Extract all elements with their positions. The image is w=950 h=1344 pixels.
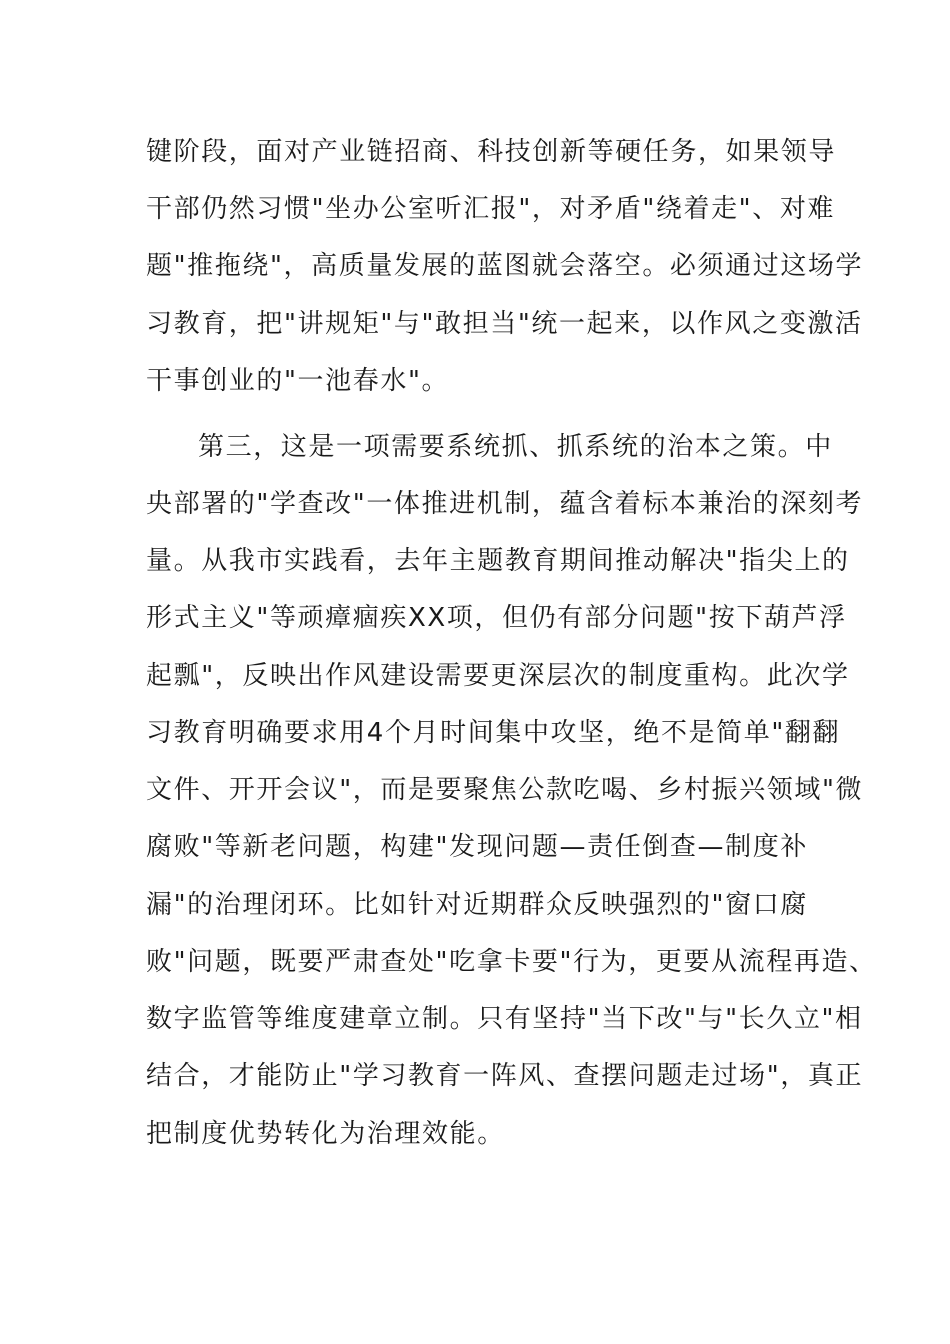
paragraph-2-line-13: 把制度优势转化为治理效能。 bbox=[146, 1119, 505, 1149]
paragraph-2-line-8: 腐败"等新老问题，构建"发现问题—责任倒查—制度补 bbox=[146, 832, 808, 862]
paragraph-2-line-4: 形式主义"等顽瘴痼疾XX项，但仍有部分问题"按下葫芦浮 bbox=[146, 603, 847, 633]
paragraph-2-line-6: 习教育明确要求用4个月时间集中攻坚，绝不是简单"翻翻 bbox=[146, 718, 841, 748]
paragraph-2-line-9: 漏"的治理闭环。比如针对近期群众反映强烈的"窗口腐 bbox=[146, 890, 808, 920]
paragraph-2-line-2: 央部署的"学查改"一体推进机制，蕴含着标本兼治的深刻考 bbox=[146, 489, 864, 519]
paragraph-2-line-7: 文件、开开会议"，而是要聚焦公款吃喝、乡村振兴领域"微 bbox=[146, 775, 864, 805]
paragraph-2-line-12: 结合，才能防止"学习教育一阵风、查摆问题走过场"，真正 bbox=[146, 1061, 864, 1091]
paragraph-2-line-3: 量。从我市实践看，去年主题教育期间推动解决"指尖上的 bbox=[146, 546, 850, 576]
paragraph-2-line-1: 第三，这是一项需要系统抓、抓系统的治本之策。中 bbox=[198, 432, 833, 462]
paragraph-1-line-1: 键阶段，面对产业链招商、科技创新等硬任务，如果领导 bbox=[146, 137, 837, 167]
paragraph-1-line-5: 干事创业的"一池春水"。 bbox=[146, 366, 450, 396]
paragraph-2-line-5: 起瓢"，反映出作风建设需要更深层次的制度重构。此次学 bbox=[146, 661, 850, 691]
paragraph-2-line-10: 败"问题，既要严肃查处"吃拿卡要"行为，更要从流程再造、 bbox=[146, 947, 877, 977]
paragraph-2-line-11: 数字监管等维度建章立制。只有坚持"当下改"与"长久立"相 bbox=[146, 1004, 863, 1034]
paragraph-1-line-4: 习教育，把"讲规矩"与"敢担当"统一起来，以作风之变激活 bbox=[146, 309, 863, 339]
paragraph-1-line-2: 干部仍然习惯"坐办公室听汇报"，对矛盾"绕着走"、对难 bbox=[146, 194, 836, 224]
paragraph-1-line-3: 题"推拖绕"，高质量发展的蓝图就会落空。必须通过这场学 bbox=[146, 251, 864, 281]
